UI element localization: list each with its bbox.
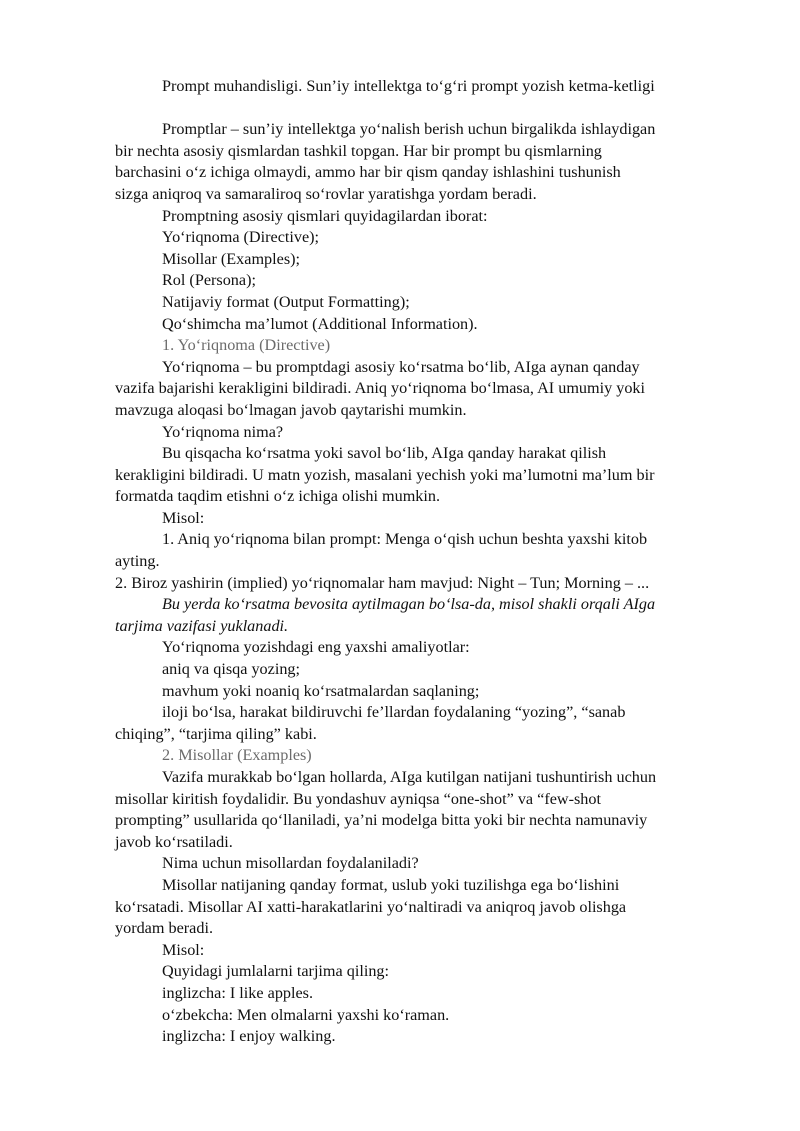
example-line: o‘zbekcha: Men olmalarni yaxshi ko‘raman. bbox=[162, 1005, 450, 1024]
section-heading-directive: 1. Yo‘riqnoma (Directive) bbox=[162, 336, 331, 355]
intro-line: sizga aniqroq va samaraliroq so‘rovlar yaratishga yordam beradi. bbox=[115, 184, 537, 203]
intro-line: bir nechta asosiy qismlardan tashkil topgan. Har bir prompt bu qismlarning bbox=[115, 141, 602, 160]
example-label: Misol: bbox=[162, 508, 205, 527]
paragraph-line: kerakligini bildiradi. U matn yozish, masalani yechish yoki ma’lumotni ma’lum bir bbox=[115, 465, 655, 484]
examples-definition bbox=[115, 767, 745, 853]
paragraph-line: chiqing”, “tarjima qiling” kabi. bbox=[115, 724, 317, 743]
parts-list-item: Misollar (Examples); bbox=[162, 249, 301, 268]
practice-item: mavhum yoki noaniq ko‘rsatmalardan saqlaning; bbox=[162, 681, 480, 700]
section-heading-examples: 2. Misollar (Examples) bbox=[162, 746, 312, 765]
paragraph-line: formatda taqdim etishni o‘z ichiga olishi mumkin. bbox=[115, 487, 441, 506]
parts-list-item: Natijaviy format (Output Formatting); bbox=[162, 292, 410, 311]
parts-heading: Promptning asosiy qismlari quyidagilardan iborat: bbox=[162, 206, 488, 225]
intro-paragraph bbox=[115, 119, 745, 205]
paragraph-line: ko‘rsatadi. Misollar AI xatti-harakatlarini yo‘naltiradi va aniqroq javob olishga bbox=[115, 897, 627, 916]
parts-list-item: Rol (Persona); bbox=[162, 271, 256, 290]
blank-line bbox=[115, 98, 745, 120]
practice-item: aniq va qisqa yozing; bbox=[162, 660, 301, 679]
subheading-question: Nima uchun misollardan foydalaniladi? bbox=[162, 854, 419, 873]
example-line: inglizcha: I enjoy walking. bbox=[162, 1027, 336, 1046]
paragraph-line: Bu qisqacha ko‘rsatma yoki savol bo‘lib, AIga qanday harakat qilish bbox=[162, 444, 607, 463]
example-item-2: 2. Biroz yashirin (implied) yo‘riqnomalar ham mavjud: Night – Tun; Morning – ... bbox=[115, 573, 650, 592]
parts-list-item: Qo‘shimcha ma’lumot (Additional Information). bbox=[162, 314, 478, 333]
paragraph-line: Misollar natijaning qanday format, uslub yoki tuzilishga ega bo‘lishini bbox=[162, 875, 620, 894]
translation-example bbox=[115, 961, 745, 1047]
paragraph-line: tarjima vazifasi yuklanadi. bbox=[115, 616, 289, 635]
paragraph-line: Yo‘riqnoma – bu promptdagi asosiy ko‘rsatma bo‘lib, AIga aynan qanday bbox=[162, 357, 640, 376]
intro-line: Promptlar – sun’iy intellektga yo‘nalish berish uchun birgalikda ishlaydigan bbox=[162, 120, 656, 139]
paragraph-line: vazifa bajarishi kerakligini bildiradi. Aniq yo‘riqnoma bo‘lmasa, AI umumiy yoki bbox=[115, 379, 646, 398]
examples-explanation bbox=[115, 875, 745, 940]
paragraph-line: mavzuga aloqasi bo‘lmagan javob qaytarishi mumkin. bbox=[115, 400, 467, 419]
paragraph-line: prompting” usullarida qo‘llaniladi, ya’ni modelga bitta yoki bir nechta namunaviy bbox=[115, 811, 648, 830]
italic-note bbox=[115, 594, 745, 637]
example-line: Quyidagi jumlalarni tarjima qiling: bbox=[162, 962, 390, 981]
paragraph-line: iloji bo‘lsa, harakat bildiruvchi fe’llardan foydalaning “yozing”, “sanab bbox=[162, 703, 626, 722]
document-page bbox=[115, 76, 745, 1048]
paragraph-line: 1. Aniq yo‘riqnoma bilan prompt: Menga o‘qish uchun beshta yaxshi kitob bbox=[162, 530, 648, 549]
paragraph-line: Bu yerda ko‘rsatma bevosita aytilmagan bo‘lsa-da, misol shakli orqali AIga bbox=[162, 595, 656, 614]
paragraph-line: yordam beradi. bbox=[115, 919, 213, 938]
example-line: inglizcha: I like apples. bbox=[162, 983, 314, 1002]
subheading-question: Yo‘riqnoma nima? bbox=[162, 422, 284, 441]
example-label: Misol: bbox=[162, 940, 205, 959]
paragraph-line: javob ko‘rsatiladi. bbox=[115, 832, 233, 851]
paragraph-line: Vazifa murakkab bo‘lgan hollarda, AIga kutilgan natijani tushuntirish uchun bbox=[162, 768, 657, 786]
example-item-1 bbox=[115, 529, 745, 572]
parts-list-item: Yo‘riqnoma (Directive); bbox=[162, 228, 320, 247]
directive-definition bbox=[115, 357, 745, 422]
practice-item bbox=[115, 702, 745, 745]
parts-list bbox=[115, 227, 745, 335]
paragraph-line: misollar kiritish foydalidir. Bu yondashuv ayniqsa “one-shot” va “few-shot bbox=[115, 789, 601, 808]
practices-heading: Yo‘riqnoma yozishdagi eng yaxshi amaliyotlar: bbox=[162, 638, 470, 657]
intro-line: barchasini o‘z ichiga olmaydi, ammo har bir qism qanday ishlashini tushunish bbox=[115, 163, 621, 182]
document-title: Prompt muhandisligi. Sun’iy intellektga to‘g‘ri prompt yozish ketma-ketligi bbox=[162, 77, 655, 95]
paragraph-line: ayting. bbox=[115, 552, 160, 571]
directive-explanation bbox=[115, 443, 745, 508]
